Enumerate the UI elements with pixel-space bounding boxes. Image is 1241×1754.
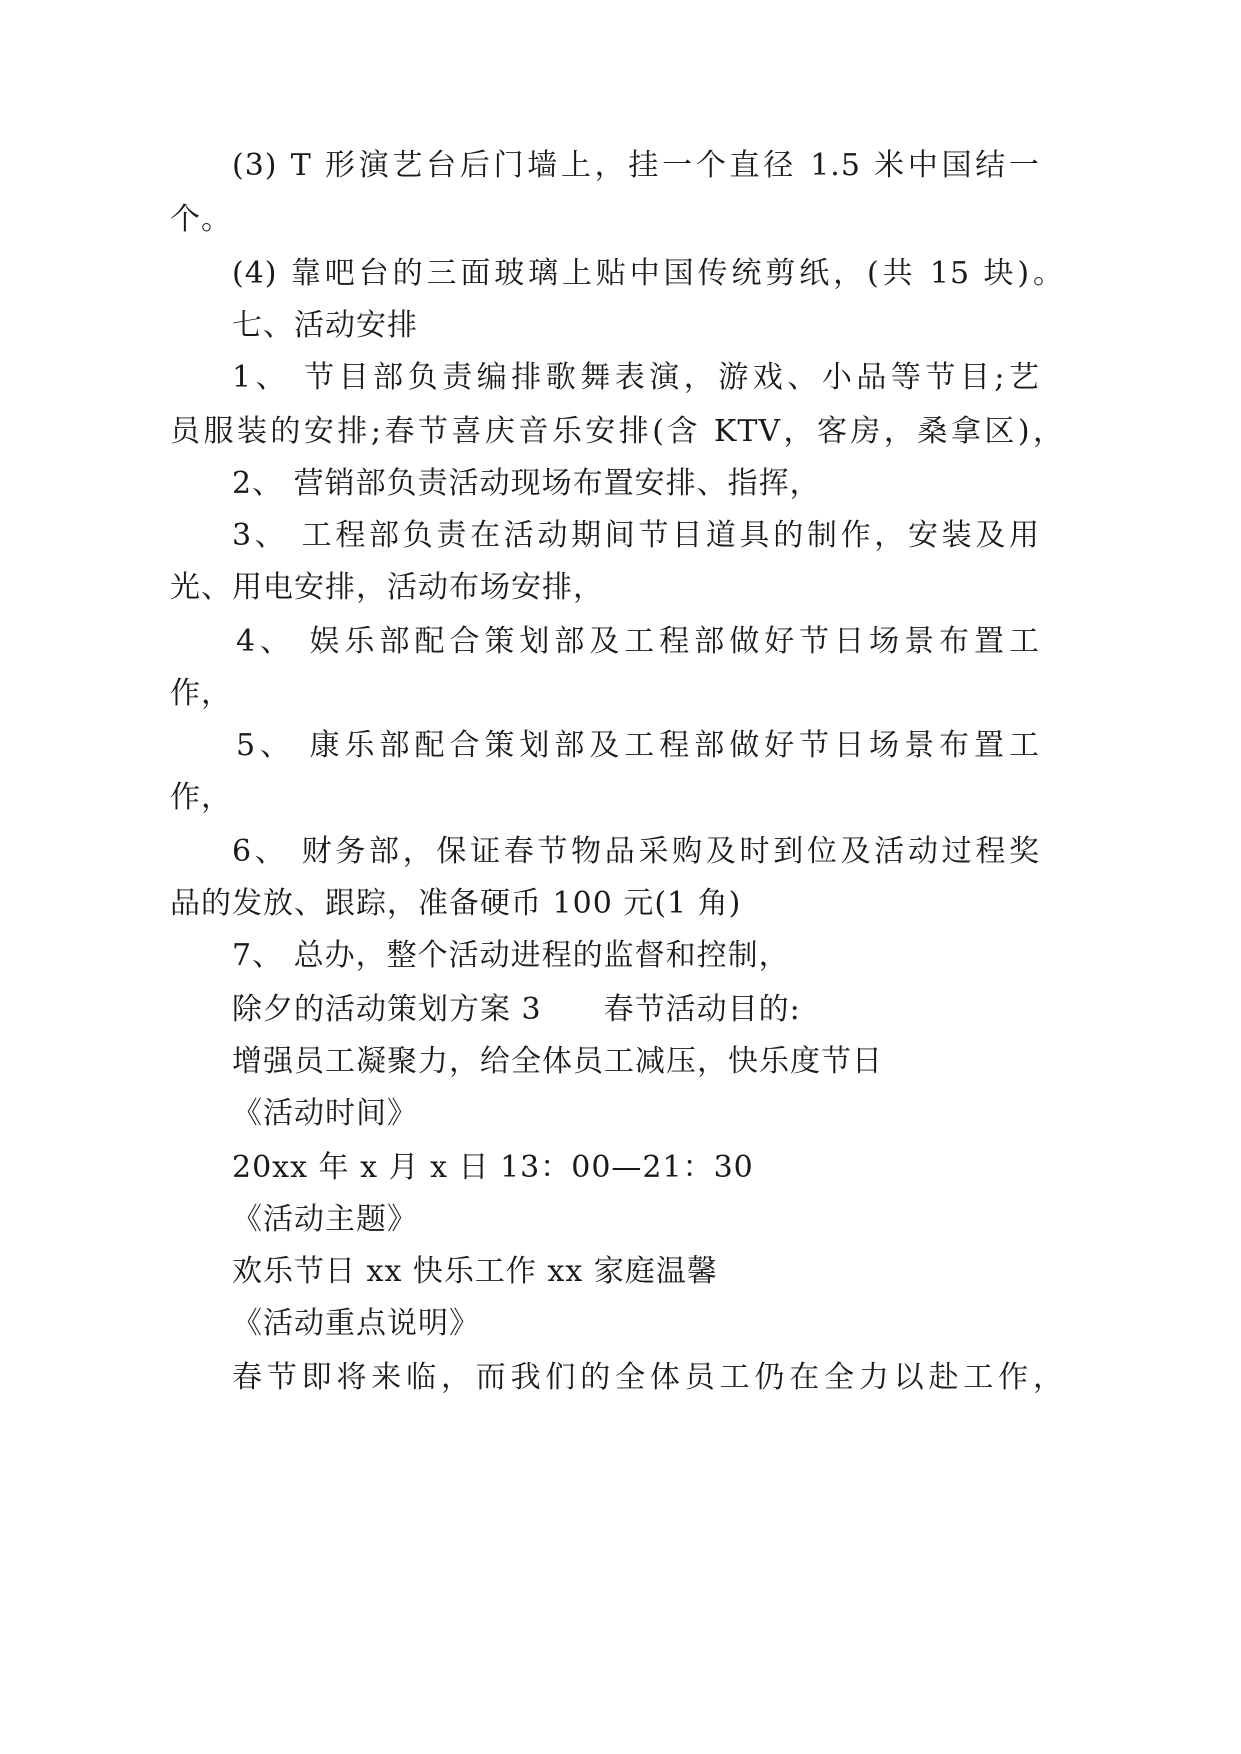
text-line: 作， bbox=[170, 780, 232, 815]
text-line: 欢乐节日 xx 快乐工作 xx 家庭温馨 bbox=[232, 1254, 718, 1289]
text-line: 《活动主题》 bbox=[232, 1202, 418, 1237]
text-line: (3) T 形演艺台后门墙上，挂一个直径 1.5 米中国结一 bbox=[232, 148, 1040, 183]
text-line: 作， bbox=[170, 676, 232, 711]
text-line: 光、用电安排，活动布场安排， bbox=[170, 570, 604, 605]
section-heading: 七、活动安排 bbox=[232, 308, 418, 343]
text-line: 6、 财务部，保证春节物品采购及时到位及活动过程奖 bbox=[232, 834, 1040, 869]
text-line: 5、 康乐部配合策划部及工程部做好节日场景布置工 bbox=[236, 728, 1040, 763]
text-line: 4、 娱乐部配合策划部及工程部做好节日场景布置工 bbox=[236, 624, 1040, 659]
text-line: 20xx 年 x 月 x 日 13：00—21：30 bbox=[232, 1150, 754, 1185]
text-line: 个。 bbox=[170, 202, 232, 237]
text-line: 1、 节目部负责编排歌舞表演，游戏、小品等节目;艺 bbox=[232, 360, 1040, 395]
text-line: 3、 工程部负责在活动期间节目道具的制作，安装及用 bbox=[232, 518, 1040, 553]
text-line: 增强员工凝聚力，给全体员工减压，快乐度节日 bbox=[232, 1044, 883, 1079]
text-line: (4) 靠吧台的三面玻璃上贴中国传统剪纸，(共 15 块)。 bbox=[232, 256, 1064, 291]
text-line: 2、 营销部负责活动现场布置安排、指挥， bbox=[232, 466, 821, 501]
text-line: 《活动重点说明》 bbox=[232, 1306, 480, 1341]
text-line: 《活动时间》 bbox=[232, 1096, 418, 1131]
text-line: 除夕的活动策划方案 3 春节活动目的: bbox=[232, 992, 801, 1027]
text-line: 品的发放、跟踪，准备硬币 100 元(1 角) bbox=[170, 886, 742, 921]
text-line: 7、 总办，整个活动进程的监督和控制， bbox=[232, 938, 790, 973]
text-line: 春节即将来临，而我们的全体员工仍在全力以赴工作， bbox=[232, 1360, 1064, 1395]
text-line: 员服装的安排;春节喜庆音乐安排(含 KTV，客房，桑拿区)， bbox=[170, 414, 1064, 449]
